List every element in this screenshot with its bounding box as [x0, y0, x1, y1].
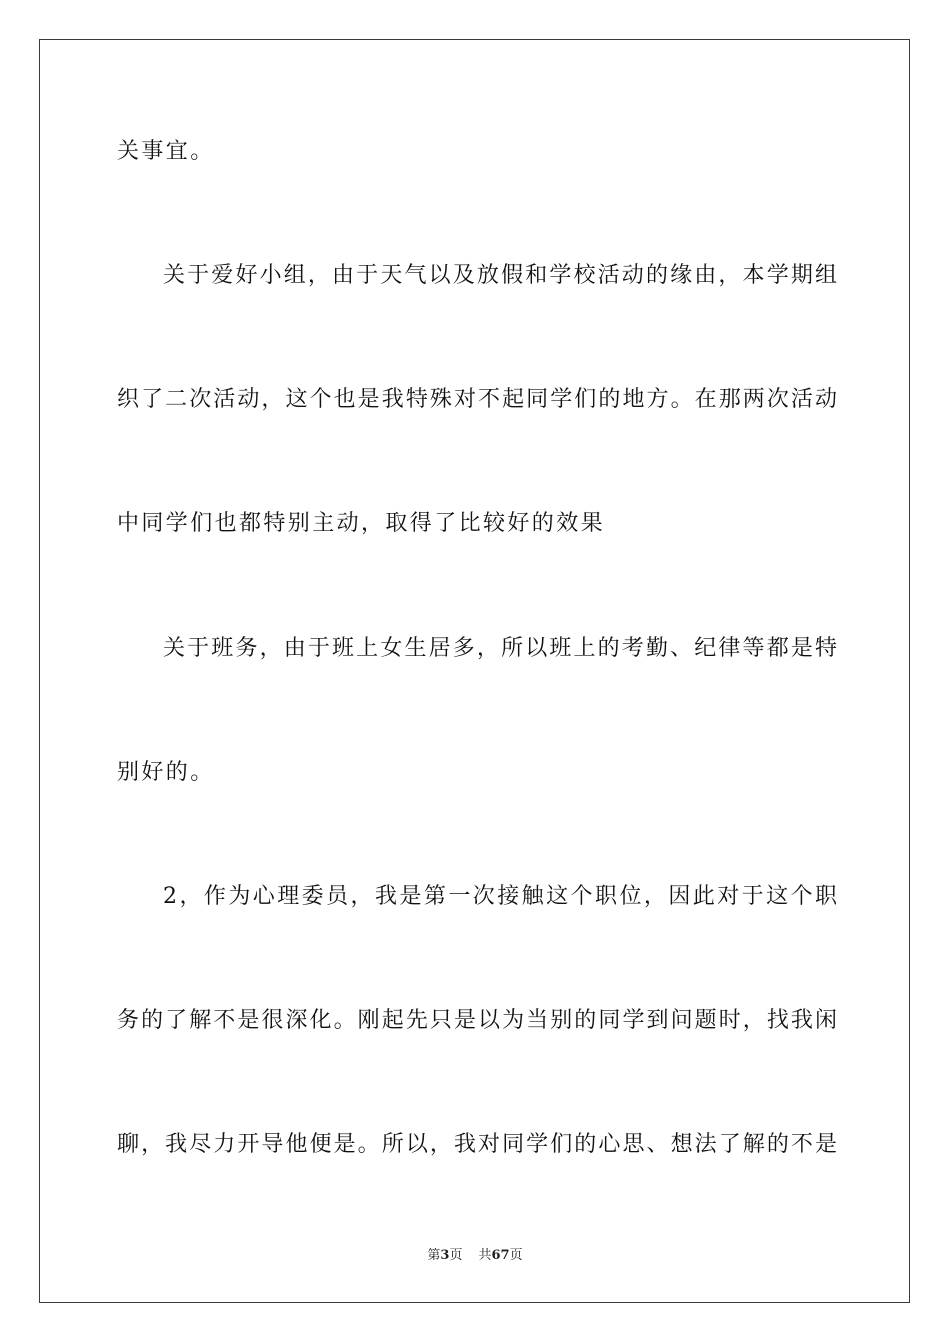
- text-line-1: 关事宜。: [117, 139, 215, 164]
- total-page-count: 67: [491, 1248, 510, 1263]
- current-page-number: 3: [440, 1248, 450, 1263]
- page-footer: [0, 1247, 950, 1265]
- text-line-4: 中同学们也都特别主动，取得了比较好的效果: [117, 511, 606, 536]
- total-prefix: 共: [478, 1248, 492, 1263]
- page-suffix: 页: [449, 1248, 463, 1263]
- total-suffix: 页: [509, 1248, 523, 1263]
- text-line-9: 聊，我尽力开导他便是。所以，我对同学们的心思、想法了解的不是: [117, 1132, 837, 1157]
- text-line-2: 关于爱好小组，由于天气以及放假和学校活动的缘由，本学期组: [163, 263, 837, 288]
- page-prefix: 第: [427, 1248, 441, 1263]
- text-line-7: 2，作为心理委员，我是第一次接触这个职位，因此对于这个职: [163, 884, 837, 909]
- text-line-5: 关于班务，由于班上女生居多，所以班上的考勤、纪律等都是特: [163, 636, 837, 661]
- text-line-8: 务的了解不是很深化。刚起先只是以为当别的同学到问题时，找我闲: [117, 1008, 837, 1033]
- page-border: [39, 39, 910, 1303]
- text-line-6: 别好的。: [117, 760, 215, 785]
- text-line-3: 织了二次活动，这个也是我特殊对不起同学们的地方。在那两次活动: [117, 387, 837, 412]
